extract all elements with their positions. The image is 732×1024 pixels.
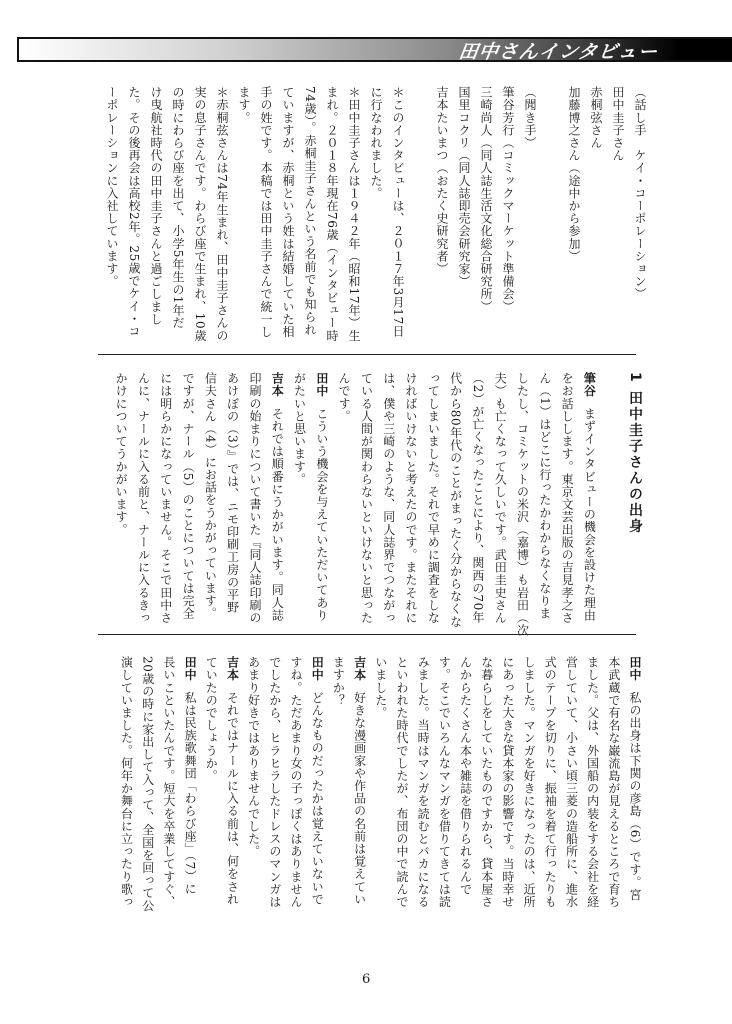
line-text: 式のテープを切りに、振袖を着て行ったりも (543, 656, 558, 908)
line-text: 手の姓です。本稿では田中圭子さんで統一し (259, 86, 273, 338)
text-column (450, 372, 462, 637)
line-text: 実の息子さんです。わらび座で生まれ、10歳 (193, 86, 207, 342)
text-column (260, 86, 272, 342)
line-text: （話し手 ケイ・コーポレーション） (633, 86, 647, 301)
line-text: こういう機会を与えていただいてあり (314, 407, 329, 622)
line-text: 田中圭子さん (611, 86, 625, 162)
line-text: みました。当時はマンガを読むとバカになる (416, 656, 431, 908)
text-column (612, 86, 624, 342)
text-column (106, 86, 118, 342)
line-text: んからたくさん本や雑誌を借りられるんで (458, 656, 473, 896)
text-column (354, 656, 366, 912)
line-text: あけぼの（3）』では、ニモ印刷工房の平野 (225, 372, 240, 614)
line-text: しました。マンガを好きになったのは、近所 (522, 656, 537, 908)
text-column (338, 372, 350, 637)
text-column (348, 86, 360, 342)
line-text: をお話しします。東京文芸出版の吉見孝之さ (560, 372, 575, 624)
line-text: したし、コミケットの米沢（嘉博）も岩田（次 (515, 372, 530, 637)
line-text: 筆谷芳行（コミックマーケット準備会） (501, 86, 515, 313)
section-origins-dialogue (121, 656, 642, 912)
speaker-name: 田中 (183, 656, 198, 682)
line-text: け曳航社時代の田中圭子さんと過ごしまし (149, 86, 163, 326)
line-text: ですが、ナール（5）のことについては完全 (181, 372, 196, 620)
line-text: 20歳の時に家出して入って、全国を回って公 (140, 656, 155, 912)
text-column (360, 372, 372, 637)
spacer (606, 372, 618, 637)
line-text: 三崎尚人（同人誌生活文化総合研究所） (479, 86, 493, 313)
text-column (517, 372, 529, 637)
line-text: んです。 (337, 372, 352, 423)
line-text: 長いこといたんです。短大を卒業してすぐ、 (161, 656, 176, 908)
text-column (565, 656, 577, 912)
header-title: 田中さんインタビュー (457, 41, 660, 63)
page-number: 6 (362, 972, 371, 987)
text-column (608, 656, 620, 912)
text-column (568, 86, 580, 342)
line-text: ＊このインタビューは、２０１７年3月17日 (391, 86, 405, 338)
line-text: （聞き手） (523, 86, 537, 149)
speaker-name: 吉本 (225, 656, 240, 682)
text-column (294, 372, 306, 637)
divider (98, 634, 636, 635)
text-column (375, 656, 387, 912)
line-text: すね。ただあまり女の子っぽくはありません (289, 656, 303, 908)
text-column (184, 656, 196, 912)
section-credits (106, 86, 646, 342)
line-text: でしたから、ヒラヒラしたドレスのマンガは (267, 656, 282, 908)
line-text: ん（1）はどこに行ったかわからなくなりま (537, 372, 552, 620)
divider (98, 354, 636, 355)
text-column (194, 86, 206, 342)
text-column (629, 656, 641, 912)
text-column (182, 372, 194, 637)
line-text: んに、ナールに入る前と、ナールに入るきっ (136, 372, 151, 624)
text-column (587, 656, 599, 912)
text-column (290, 656, 302, 912)
line-text: 演していました。何年か舞台に立ったり歌っ (119, 656, 134, 908)
section-origins-intro (115, 372, 642, 637)
text-column (383, 372, 395, 637)
line-text: それではナールに入る前は、何をされ (225, 691, 240, 906)
line-text: には明らかになっていません。そこで田中さ (158, 372, 173, 624)
speaker-name: 田中 (628, 656, 642, 682)
text-column (142, 656, 154, 912)
speaker-name: 吉本 (352, 656, 367, 682)
line-text: は、僕や三崎のような、同人誌界でつながっ (381, 372, 396, 624)
text-column (539, 372, 551, 637)
text-column (226, 656, 238, 912)
line-text: た。その後再会は高校2年。25歳でケイ・コ (127, 86, 141, 338)
text-column (546, 86, 558, 342)
text-column (271, 372, 283, 637)
text-column (205, 656, 217, 912)
text-column (481, 656, 493, 912)
line-text: 赤桐弦さん (589, 86, 603, 149)
line-text: 加藤博之さん（途中から参加） (567, 86, 581, 263)
line-text: 信夫さん（4）にお話をうかがっています。 (203, 372, 218, 620)
line-text: 国里コクリ（同人誌即売会研究家） (457, 86, 471, 288)
text-column (121, 656, 133, 912)
text-column (370, 86, 382, 342)
text-column (561, 372, 573, 637)
line-text: ていますが、赤桐という姓は結婚していた相 (281, 86, 295, 338)
line-text: 吉本たいまつ（おたく史研究者） (435, 86, 449, 275)
line-text: 印刷の始まりについて書いた『同人誌印刷の (247, 372, 262, 624)
speaker-name: 吉本 (270, 372, 285, 398)
text-column (417, 656, 429, 912)
line-text: ーポレーションに入社しています。 (105, 86, 119, 288)
text-column (172, 86, 184, 342)
line-text: かけについてうかがいます。 (114, 372, 129, 536)
text-column (115, 372, 127, 637)
line-text: ていたのでしょうか。 (204, 656, 219, 782)
line-text: ＊田中圭子さんは１９４２年（昭和17年）生 (347, 86, 361, 342)
line-text: 営していて、小さい頃三菱の造船所に、進水 (564, 656, 579, 908)
text-column (160, 372, 172, 637)
text-column (583, 372, 595, 637)
text-column (238, 86, 250, 342)
text-column (269, 656, 281, 912)
text-column (405, 372, 417, 637)
text-column (216, 86, 228, 342)
text-column (436, 86, 448, 342)
text-column (163, 656, 175, 912)
text-column (249, 372, 261, 637)
text-column (414, 86, 426, 342)
line-text: 本武蔵で有名な巌流島が見えるところで育ち (606, 656, 621, 908)
line-text: 74歳）。赤桐圭子さんという名前でも知られ (303, 86, 317, 336)
speaker-name: 田中 (310, 656, 325, 682)
text-column (502, 656, 514, 912)
text-column (590, 86, 602, 342)
text-column (326, 86, 338, 342)
line-text: 夫）も亡くなって久しいです。武田圭史さん (493, 372, 508, 624)
text-column (137, 372, 149, 637)
line-text: 代から80年代のことがまったく分からなくな (448, 372, 463, 628)
line-text: それでは順番にうかがいます。同人誌 (270, 407, 285, 622)
line-text: まれ。２０１８年現在76歳（インタビュー時 (325, 86, 339, 342)
text-column (204, 372, 216, 637)
line-text: （2）が亡くなったことにより、関西の70年 (470, 372, 485, 624)
text-column (458, 86, 470, 342)
line-text: な暮らしをしていたものですから、貸本屋さ (479, 656, 494, 908)
text-column (311, 656, 323, 912)
line-text: いました。 (373, 656, 388, 719)
text-column (523, 656, 535, 912)
line-text: まずインタビューの機会を設けた理由 (582, 407, 597, 622)
text-column (150, 86, 162, 342)
line-text: あまり好きではありませんでした。 (246, 656, 261, 858)
line-text: ますか？ (331, 656, 346, 707)
line-text: がたいと思います。 (292, 372, 307, 486)
text-column (544, 656, 556, 912)
header-bar (17, 37, 732, 62)
line-text: 私の出身は下関の彦島（6）です。宮 (628, 691, 642, 902)
section-heading: 1 田中圭子さんの出身 (627, 372, 643, 535)
text-column (316, 372, 328, 637)
line-text: に行なわれました。 (369, 86, 383, 200)
text-column (332, 656, 344, 912)
line-text: どんなものだったかは覚えていないで (310, 691, 325, 906)
text-column (392, 86, 404, 342)
line-text: の時にわらび座を出て、小学5年生の1年だ (171, 86, 185, 330)
text-column (248, 656, 260, 912)
line-text: ければいけないと考えたのです。またそれに (404, 372, 419, 624)
text-column (472, 372, 484, 637)
line-text: す。そこでいろんなマンガを借りてきては読 (437, 656, 452, 908)
text-column (396, 656, 408, 912)
text-column (460, 656, 472, 912)
line-text: ってしまいました。それで早めに調査をしな (426, 372, 441, 624)
text-column (427, 372, 439, 637)
line-text: ている人間が関わらないといけないと思った (359, 372, 374, 624)
speaker-name: 田中 (314, 372, 329, 398)
text-column (480, 86, 492, 342)
line-text: 好きな漫画家や作品の名前は覚えてい (352, 691, 367, 906)
text-column (634, 86, 646, 342)
line-text: にあった大きな貸本家の影響です。当時幸せ (500, 656, 515, 908)
text-column (304, 86, 316, 342)
text-column (502, 86, 514, 342)
speaker-name: 筆谷 (582, 372, 597, 398)
line-text: 私は民族歌舞団「わらび座」（7）に (183, 691, 198, 896)
text-column (524, 86, 536, 342)
text-column (128, 86, 140, 342)
text-column (494, 372, 506, 637)
line-text: ました。父は、外国船の内装をする会社を経 (585, 656, 600, 908)
text-column (438, 656, 450, 912)
text-column (227, 372, 239, 637)
line-text: といわれた時代でしたが、布団の中で読んで (394, 656, 409, 908)
line-text: ます。 (237, 86, 251, 124)
text-column (282, 86, 294, 342)
line-text: ＊赤桐弦さんは74年生まれ、田中圭子さんの (215, 86, 229, 342)
